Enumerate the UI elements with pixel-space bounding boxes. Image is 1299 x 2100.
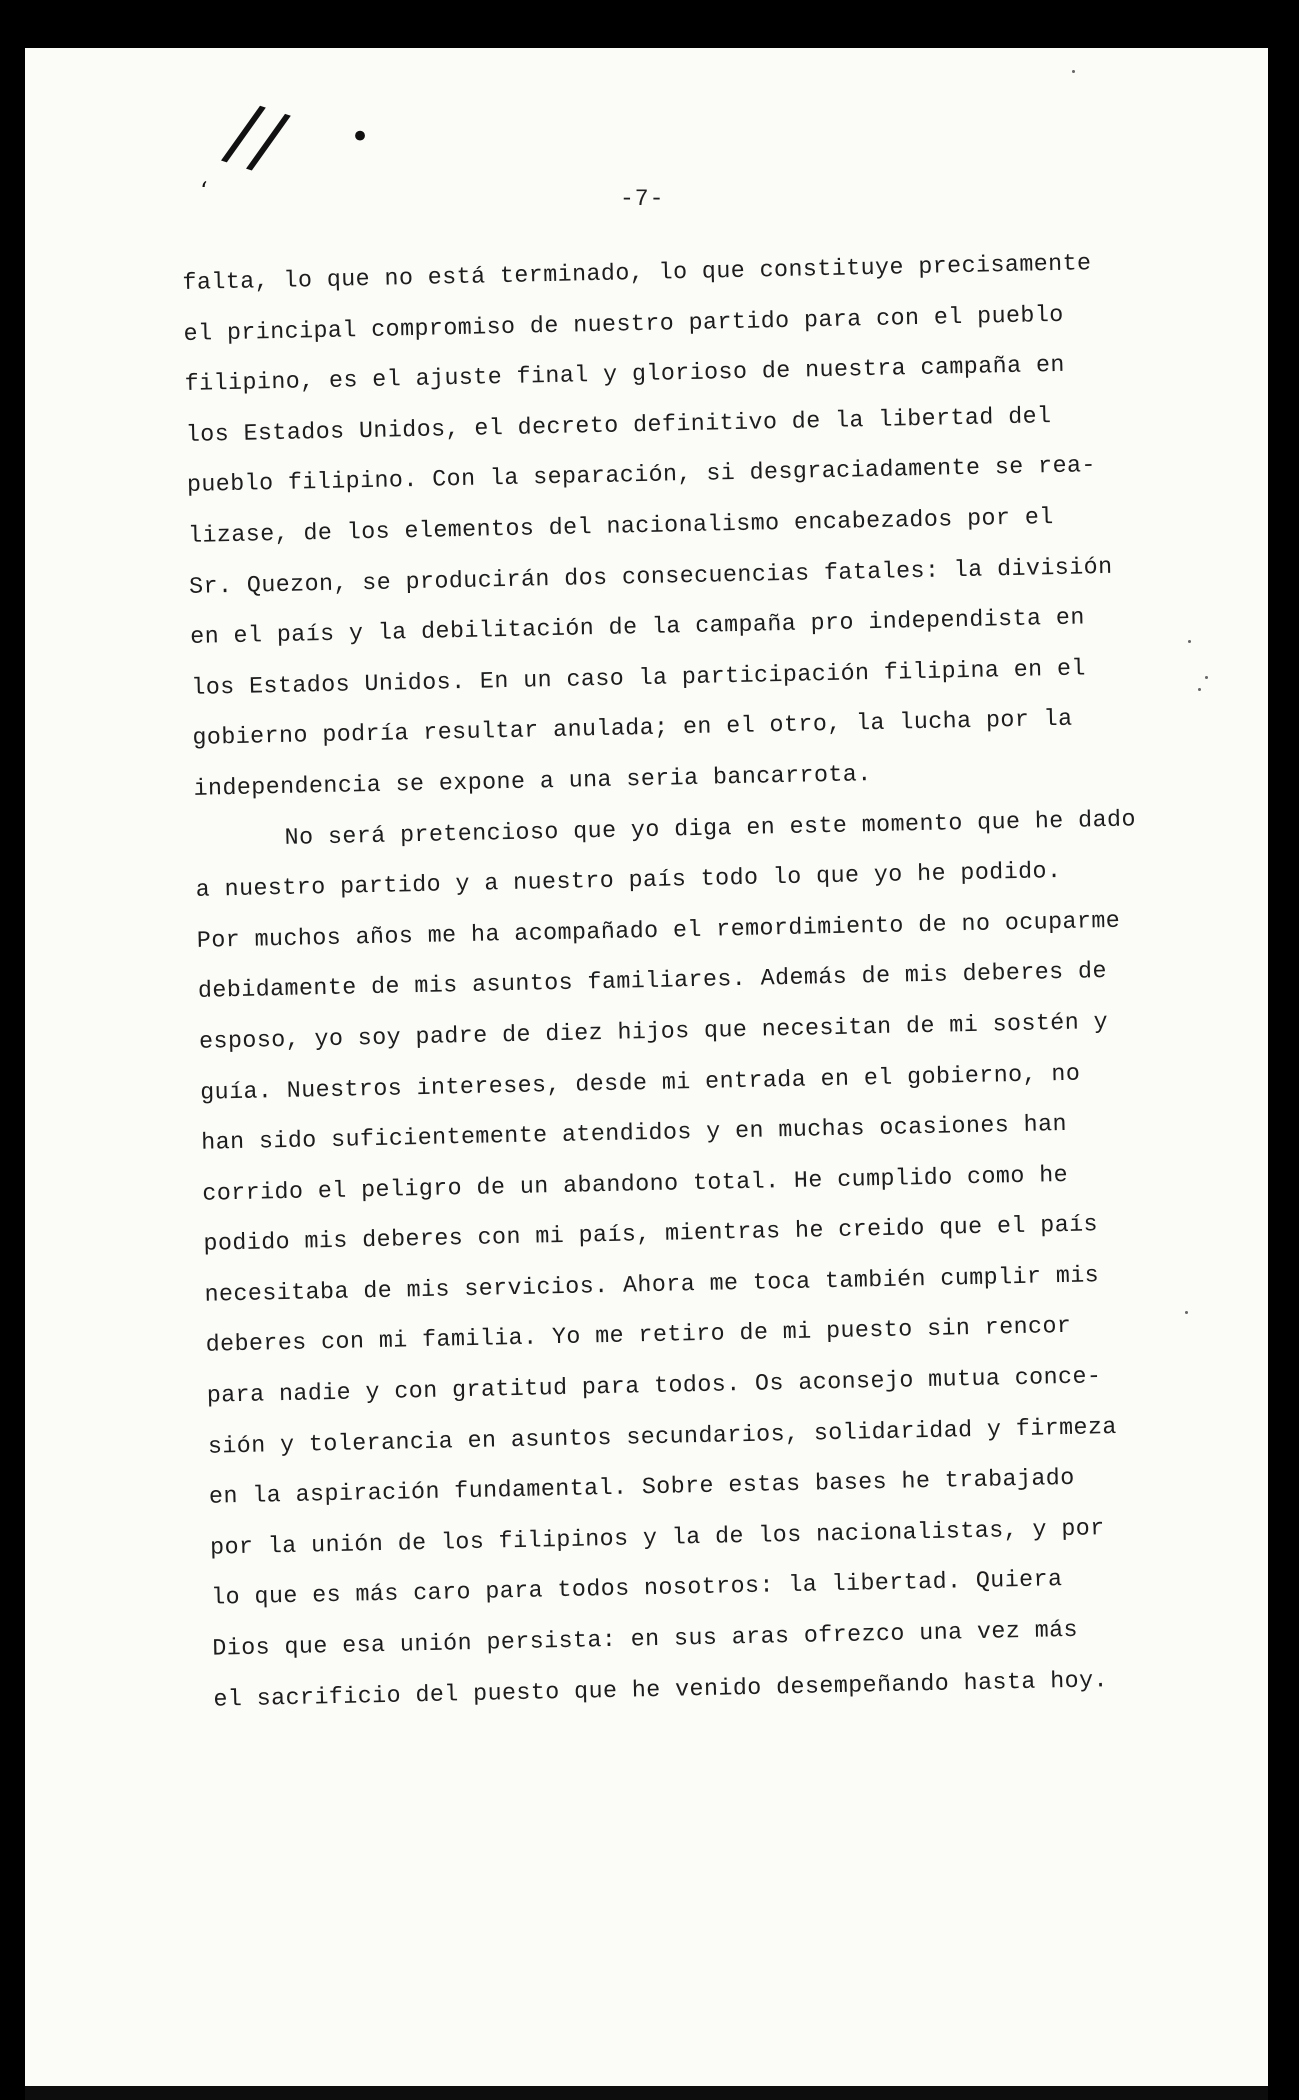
text-line: Por muchos años me ha acompañado el remordimiento de no ocuparme: [196, 907, 1121, 954]
left-scan-border: [0, 0, 25, 2100]
typed-text: [182, 236, 1214, 1725]
text-line: sión y tolerancia en asuntos secundarios, solidaridad y firmeza: [207, 1413, 1118, 1460]
top-scan-border: [0, 0, 1299, 48]
text-line: por la unión de los filipinos y la de los nacionalistas, y por: [209, 1515, 1105, 1561]
text-line: han sido suficientemente atendidos y en muchas ocasiones han: [201, 1110, 1068, 1156]
text-line: podido mis deberes con mi país, mientras he creido que el país: [203, 1211, 1099, 1258]
text-line: falta, lo que no está terminado, lo que constituye precisamente: [182, 250, 1092, 296]
text-line: el principal compromiso de nuestro partido para con el pueblo: [183, 301, 1064, 347]
text-line: el sacrificio del puesto que he venido desempeñando hasta hoy.: [213, 1666, 1109, 1713]
scan-speck: [1205, 676, 1208, 679]
text-line: lo que es más caro para todos nosotros: la libertad. Quiera: [210, 1566, 1063, 1612]
text-line: lizase, de los elementos del nacionalismo encabezados por el: [187, 504, 1054, 549]
text-line: corrido el peligro de un abandono total. He cumplido como he: [202, 1161, 1069, 1207]
page-number: -7-: [620, 186, 665, 212]
scan-speck: [1198, 688, 1201, 691]
text-line: a nuestro partido y a nuestro país todo lo que yo he podido.: [195, 858, 1062, 903]
text-line: en la aspiración fundamental. Sobre estas bases he trabajado: [208, 1465, 1075, 1510]
text-line: Sr. Quezon, se producirán dos consecuencias fatales: la división: [188, 553, 1113, 600]
text-line: gobierno podría resultar anulada; en el otro, la lucha por la: [192, 706, 1073, 752]
text-line: Dios que esa unión persista: en sus aras ofrezco una vez más: [212, 1616, 1079, 1662]
text-line: No será pretencioso que yo diga en este momento que he dado: [284, 805, 1137, 851]
ink-fleck: ‘: [200, 177, 208, 205]
scan-speck: [1185, 1311, 1188, 1314]
text-line: esposo, yo soy padre de diez hijos que necesitan de mi sostén y: [198, 1008, 1109, 1055]
right-scan-border: [1268, 0, 1299, 2100]
ink-dot: •: [350, 117, 371, 157]
text-line: en el país y la debilitación de la campaña pro independista en: [189, 604, 1086, 651]
scan-speck: [1188, 640, 1191, 643]
text-line: para nadie y con gratitud para todos. Os aconsejo mutua conce-: [206, 1363, 1102, 1409]
text-line: necesitaba de mis servicios. Ahora me toca también cumplir mis: [204, 1262, 1100, 1308]
text-line: guía. Nuestros intereses, desde mi entrada en el gobierno, no: [199, 1060, 1081, 1106]
text-line: los Estados Unidos. En un caso la participación filipina en el: [191, 655, 1087, 701]
scan-speck: [1072, 70, 1075, 73]
text-line: filipino, es el ajuste final y glorioso de nuestra campaña en: [184, 351, 1066, 398]
text-line: debidamente de mis asuntos familiares. Además de mis deberes de: [197, 958, 1108, 1005]
text-line: los Estados Unidos, el decreto definitivo de la libertad del: [185, 402, 1052, 448]
text-line: independencia se expone a una seria bancarrota.: [193, 761, 872, 802]
text-line: pueblo filipino. Con la separación, si desgraciadamente se rea-: [186, 452, 1097, 499]
handwritten-mark: //: [217, 86, 296, 188]
text-line: deberes con mi familia. Yo me retiro de mi puesto sin rencor: [205, 1313, 1072, 1359]
